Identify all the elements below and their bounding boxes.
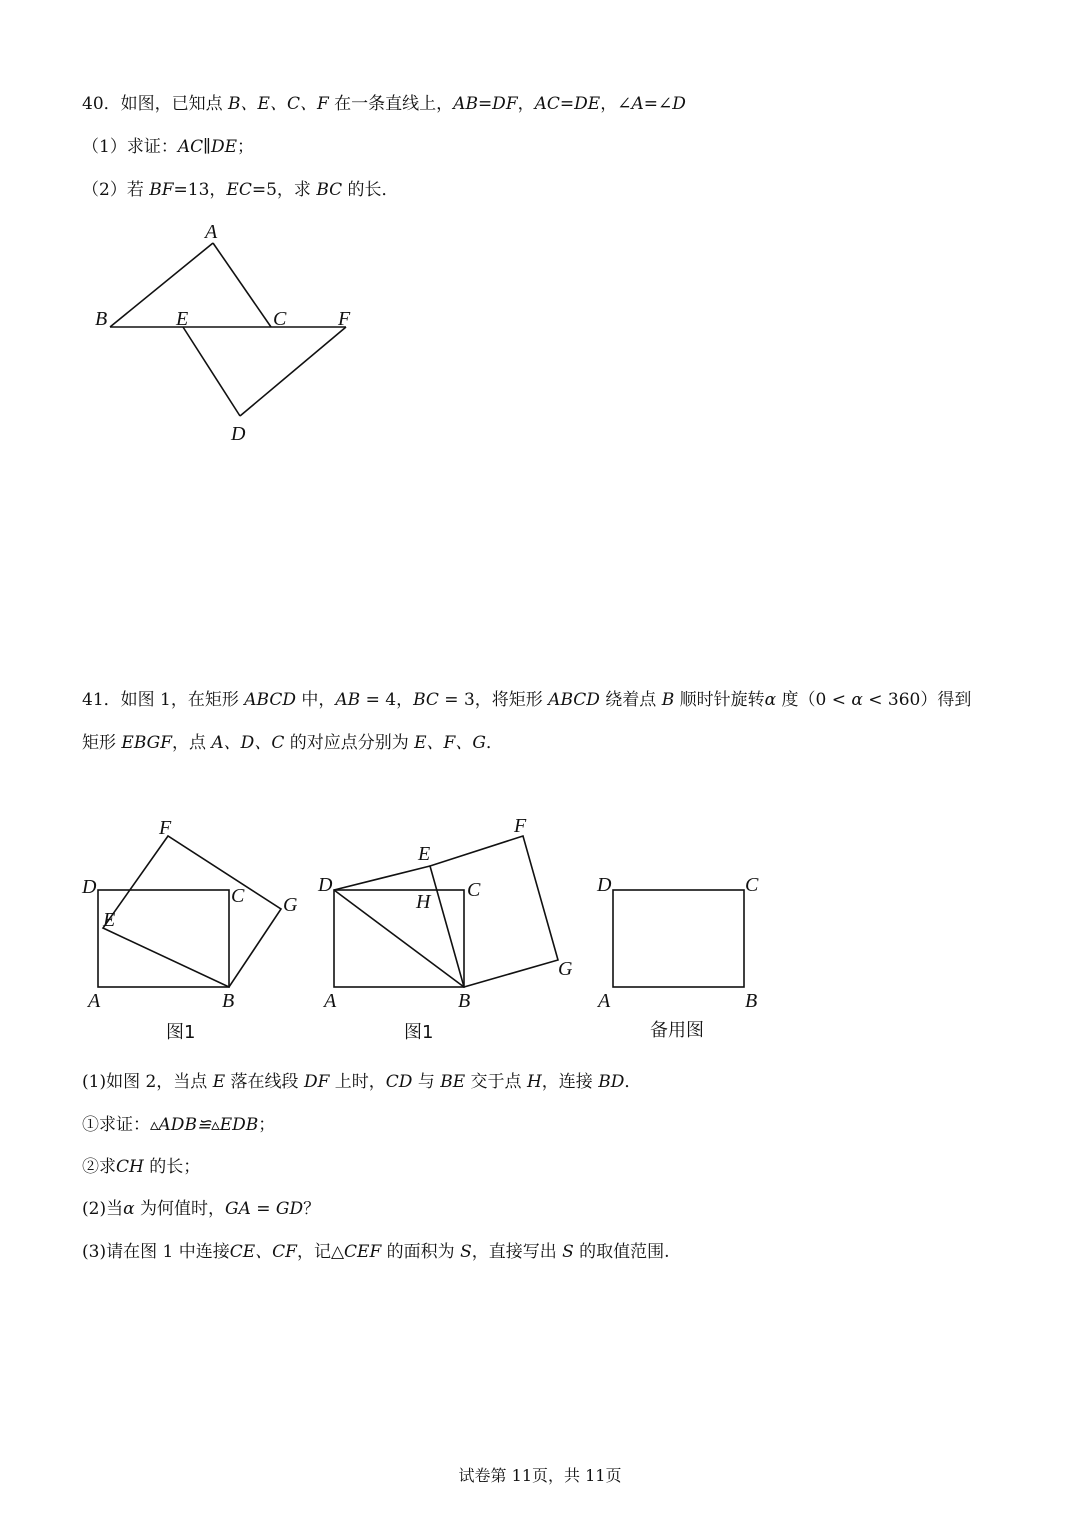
q41-part1: (1)如图 2，当点 E 落在线段 DF 上时，CD 与 BE 交于点 H，连接 BD． bbox=[82, 1072, 642, 1092]
q41-stem-line1: 41．如图 1，在矩形 ABCD 中，AB = 4，BC = 3，将矩形 ABCD 绕着点 B 顺时针旋转α 度（0 < α < 360）得到 bbox=[82, 690, 972, 710]
label-f: F bbox=[338, 308, 351, 330]
figure-backup bbox=[596, 874, 759, 1012]
segment-db bbox=[334, 890, 464, 987]
label-b: B bbox=[95, 308, 108, 330]
segment-de bbox=[334, 866, 430, 890]
q41-part1-1: ①求证：▵ADB≌▵EDB； bbox=[82, 1115, 276, 1135]
q41-part3: (3)请在图 1 中连接CE、CF，记△CEF 的面积为 S，直接写出 S 的取值范围. bbox=[82, 1242, 670, 1262]
label-e: E bbox=[176, 308, 189, 330]
rect-ebgf-1 bbox=[103, 836, 281, 987]
caption-figure-1: 图1 bbox=[166, 1022, 196, 1043]
fig1-label-d: D bbox=[82, 876, 97, 898]
q41-stem-line2: 矩形 EBGF，点 A、D、C 的对应点分别为 E、F、G． bbox=[82, 733, 503, 753]
page-footer: 试卷第 11页，共 11页 bbox=[458, 1466, 622, 1485]
label-a: A bbox=[205, 221, 218, 243]
rect-abcd-1 bbox=[98, 890, 229, 987]
fig2-label-b: B bbox=[458, 990, 471, 1012]
label-d: D bbox=[231, 423, 246, 445]
label-c: C bbox=[273, 308, 287, 330]
fig2-label-c: C bbox=[467, 879, 481, 901]
q40-part2: （2）若 BF=13，EC=5，求 BC 的长． bbox=[82, 180, 399, 200]
caption-figure-backup: 备用图 bbox=[650, 1020, 704, 1041]
fig1-label-b: B bbox=[222, 990, 235, 1012]
fig1-label-a: A bbox=[88, 990, 101, 1012]
rect-ebgf-2 bbox=[430, 836, 558, 987]
caption-figure-2: 图1 bbox=[404, 1022, 434, 1043]
fig1-label-e: E bbox=[103, 909, 116, 931]
fig2-label-h: H bbox=[416, 891, 431, 913]
figure-2 bbox=[317, 815, 573, 1012]
fig2-label-e: E bbox=[418, 843, 431, 865]
fig2-label-a: A bbox=[324, 990, 337, 1012]
q40-stem: 40．如图，已知点 B、E、C、F 在一条直线上，AB=DF，AC=DE，∠A=∠D bbox=[82, 94, 686, 114]
fig3-label-b: B bbox=[745, 990, 758, 1012]
rect-abcd-3 bbox=[613, 890, 744, 987]
q41-part1-2: ②求CH 的长； bbox=[82, 1157, 201, 1177]
fig1-label-g: G bbox=[283, 894, 298, 916]
fig1-label-c: C bbox=[231, 885, 245, 907]
figure-1 bbox=[81, 817, 298, 1012]
q40-part1: （1）求证：AC∥DE； bbox=[82, 137, 255, 157]
q41-part2: (2)当α 为何值时，GA = GD？ bbox=[82, 1199, 321, 1219]
fig2-label-d: D bbox=[318, 874, 333, 896]
fig2-label-f: F bbox=[514, 815, 527, 837]
fig2-label-g: G bbox=[558, 958, 573, 980]
fig3-label-d: D bbox=[597, 874, 612, 896]
fig3-label-a: A bbox=[598, 990, 611, 1012]
fig3-label-c: C bbox=[745, 874, 759, 896]
fig1-label-f: F bbox=[159, 817, 172, 839]
